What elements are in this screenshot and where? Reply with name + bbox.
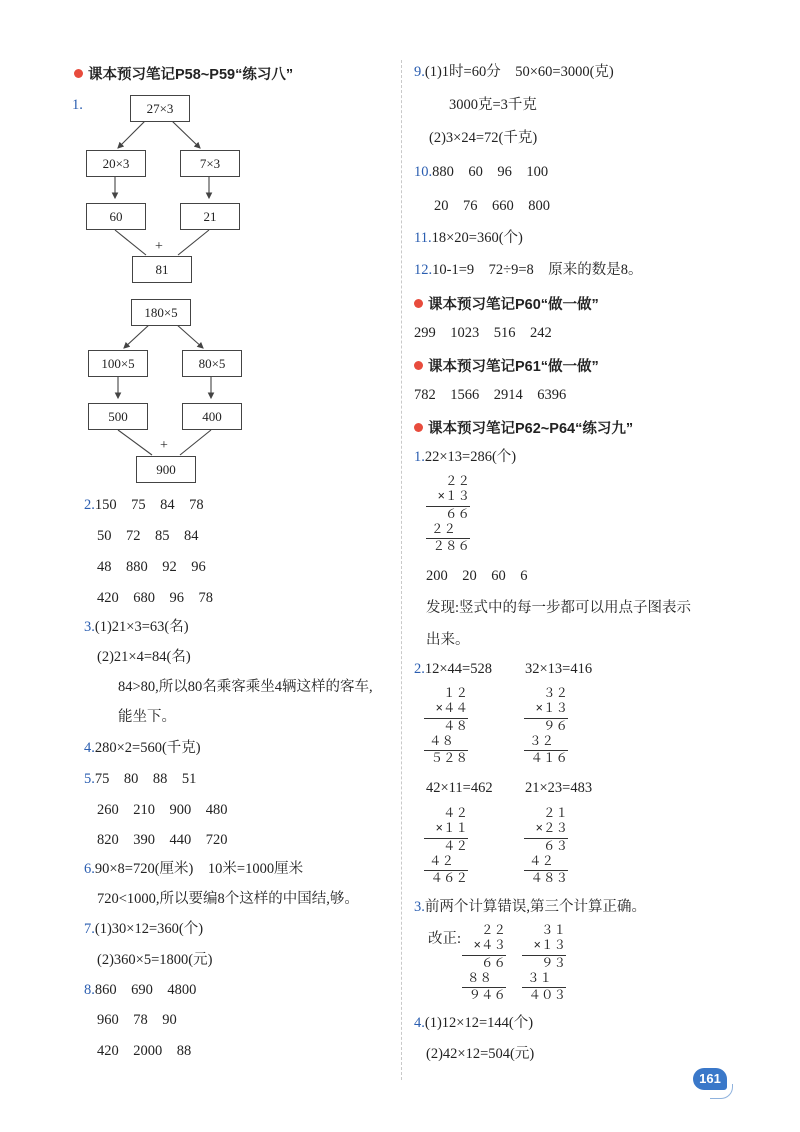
r3-vertical-calc-1: ２２ ×４３ ６６ ８８ ９４６: [460, 925, 506, 1005]
r2-eq3: 42×11=462: [426, 780, 493, 796]
q5-line1: 5.75 80 88 51: [84, 771, 197, 787]
q7-line1: 7.(1)30×12=360(个): [84, 921, 204, 937]
tree1-left-result: 60: [86, 203, 146, 230]
q8-line3: 420 2000 88: [97, 1043, 192, 1059]
r2-eq2: 32×13=416: [525, 661, 593, 677]
q9-line3: (2)3×24=72(千克): [429, 130, 538, 146]
q9-line2: 3000克=3千克: [449, 97, 537, 113]
tree2-top: 180×5: [131, 299, 191, 326]
q8-line2: 960 78 90: [97, 1012, 177, 1028]
tree1-right-result: 21: [180, 203, 240, 230]
q12-line1: 12.10-1=9 72÷9=8 原来的数是8。: [414, 262, 643, 278]
q3-line2: (2)21×4=84(名): [97, 649, 191, 665]
tree1-top: 27×3: [130, 95, 190, 122]
tree2-right: 80×5: [182, 350, 242, 377]
q6-line2: 720<1000,所以要编8个这样的中国结,够。: [97, 891, 359, 907]
q3-line4: 能坐下。: [118, 709, 176, 725]
q2-line2: 50 72 85 84: [97, 528, 199, 544]
q5-line3: 820 390 440 720: [97, 832, 228, 848]
r1-line2: 200 20 60 6: [426, 568, 528, 584]
tree1-right: 7×3: [180, 150, 240, 177]
q7-line2: (2)360×5=1800(元): [97, 952, 213, 968]
q6-line1: 6.90×8=720(厘米) 10米=1000厘米: [84, 861, 304, 877]
q2-line1: 2.150 75 84 78: [84, 497, 204, 513]
q10-line2: 20 76 660 800: [434, 198, 550, 214]
column-divider: [401, 60, 402, 1080]
q8-line1: 8.860 690 4800: [84, 982, 197, 998]
q5-line2: 260 210 900 480: [97, 802, 228, 818]
r3-fix-label: 改正:: [428, 931, 462, 947]
r3-vertical-calc-2: ３１ ×１３ ９３ ３１ ４０３: [520, 925, 566, 1005]
q1-number: 1.: [72, 97, 83, 113]
q10-line1: 10.880 60 96 100: [414, 164, 549, 180]
bullet-dot-icon: [414, 361, 423, 370]
section-header-practice-9: 课本预习笔记P62~P64“练习九”: [414, 417, 633, 438]
tree2-right-result: 400: [182, 403, 242, 430]
p61-answers: 782 1566 2914 6396: [414, 387, 567, 403]
q2-line3: 48 880 92 96: [97, 559, 206, 575]
r2-eq4: 21×23=483: [525, 780, 593, 796]
q2-line4: 420 680 96 78: [97, 590, 213, 606]
r2-vertical-calc-3: ４２ ×１１ ４２ ４２ ４６２: [422, 808, 468, 888]
tree1-left: 20×3: [86, 150, 146, 177]
page-number: 161: [693, 1068, 727, 1090]
tree1-sum: 81: [132, 256, 192, 283]
p60-answers: 299 1023 516 242: [414, 325, 552, 341]
section-header-p60: 课本预习笔记P60“做一做”: [414, 293, 599, 314]
tree2-left-result: 500: [88, 403, 148, 430]
tree2-plus: +: [160, 438, 168, 453]
section-header-practice-8: 课本预习笔记P58~P59“练习八”: [74, 63, 293, 84]
r4-line2: (2)42×12=504(元): [426, 1046, 535, 1062]
tree2-left: 100×5: [88, 350, 148, 377]
r3-line1: 3.前两个计算错误,第三个计算正确。: [414, 899, 646, 915]
r4-line1: 4.(1)12×12=144(个): [414, 1015, 534, 1031]
tree1-plus: +: [155, 239, 163, 254]
q9-line1: 9.(1)1时=60分 50×60=3000(克): [414, 64, 614, 80]
tree2-sum: 900: [136, 456, 196, 483]
r1-line4: 出来。: [426, 632, 470, 648]
r2-vertical-calc-4: ２１ ×２３ ６３ ４２ ４８３: [522, 808, 568, 888]
bullet-dot-icon: [414, 299, 423, 308]
r2-eq1: 2.12×44=528: [414, 661, 492, 677]
bullet-dot-icon: [414, 423, 423, 432]
r2-vertical-calc-2: ３２ ×１３ ９６ ３２ ４１６: [522, 688, 568, 768]
r1-line1: 1.22×13=286(个): [414, 449, 517, 465]
r2-vertical-calc-1: １２ ×４４ ４８ ４８ ５２８: [422, 688, 468, 768]
q11-line1: 11.18×20=360(个): [414, 230, 523, 246]
q4-line1: 4.280×2=560(千克): [84, 740, 201, 756]
r1-line3: 发现:竖式中的每一步都可以用点子图表示: [426, 600, 692, 616]
q3-line1: 3.(1)21×3=63(名): [84, 619, 189, 635]
r1-vertical-calc: ２２ ×１３ ６６ ２２ ２８６: [424, 476, 470, 556]
q3-line3: 84>80,所以80名乘客乘坐4辆这样的客车,: [118, 679, 373, 695]
section-header-p61: 课本预习笔记P61“做一做”: [414, 355, 599, 376]
